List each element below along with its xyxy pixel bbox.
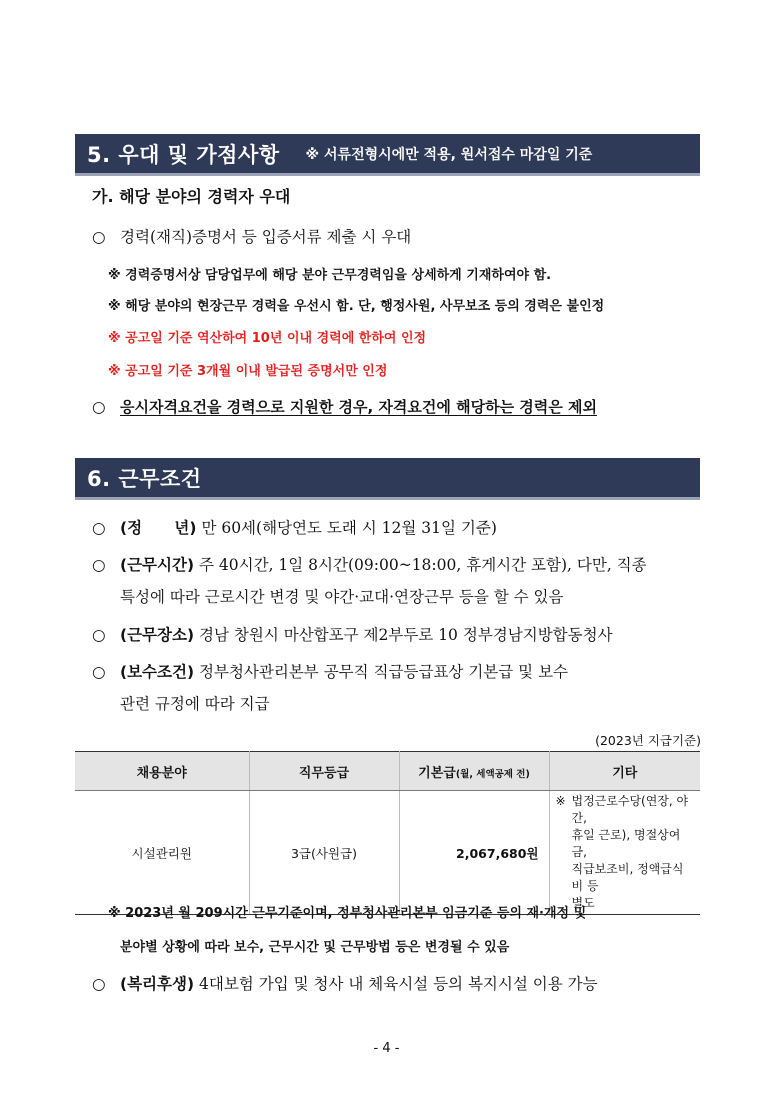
cell-grade: 3급(사원급) [249,791,399,915]
pay-condition-label: (보수조건) [120,663,195,681]
retirement-text: 만 60세(해당연도 도래 시 12월 31일 기준) [201,519,497,537]
note-line-red: ※ 공고일 기준 3개월 이내 발급된 증명서만 인정 [108,364,388,379]
pay-condition-item [92,660,703,682]
work-hours-label: (근무시간) [120,556,195,574]
cell-salary: 2,067,680원 [399,791,549,915]
retirement-item [92,516,703,538]
section-6-title: 6. 근무조건 [87,466,202,491]
note-line-red: ※ 공고일 기준 역산하여 10년 이내 경력에 한하여 인정 [108,331,427,346]
work-hours-item [92,553,703,575]
circle-bullet: ○ [92,398,106,416]
circle-bullet: ○ [92,519,106,537]
work-place-label: (근무장소) [120,626,195,644]
pay-note-line-cont: 분야별 상황에 따라 보수, 근무시간 및 근무방법 등은 변경될 수 있음 [120,940,510,955]
header-salary: 기본급(월, 세액공제 전) [399,752,549,791]
circle-bullet: ○ [92,663,106,681]
welfare-label: (복리후생) [120,975,195,993]
section-5-title: 5. 우대 및 가점사항 [87,142,280,167]
circle-bullet: ○ [92,975,106,993]
circle-bullet: ○ [92,228,106,246]
table-header-row [75,752,700,791]
header-field: 채용분야 [75,752,249,791]
pay-note-line: ※ 2023년 월 209시간 근무기준이며, 정부청사관리본부 임금기준 등의 재·개정 및 [108,906,587,921]
section-5-subtitle: 가. 해당 분야의 경력자 우대 [92,187,291,206]
header-etc: 기타 [549,752,700,791]
work-place-item [92,623,703,645]
section-5-header [75,134,700,176]
pay-condition-text: 정부청사관리본부 공무직 직급등급표상 기본급 및 보수 [199,663,569,681]
circle-bullet: ○ [92,626,106,644]
table-row [75,791,700,915]
welfare-item [92,972,703,994]
section-6-header [75,458,700,500]
work-hours-text: 주 40시간, 1일 8시간(09:00~18:00, 휴게시간 포함), 다만, 직종 [199,556,647,574]
work-hours-text-cont: 특성에 따라 근로시간 변경 및 야간·교대·연장근무 등을 할 수 있음 [120,588,564,606]
preference-text: 경력(재직)증명서 등 입증서류 제출 시 우대 [120,228,412,246]
preference-item [92,225,703,247]
work-place-text: 경남 창원시 마산합포구 제2부두로 10 정부경남지방합동청사 [199,626,613,644]
circle-bullet: ○ [92,556,106,574]
header-grade: 직무등급 [249,752,399,791]
exclusion-text: 응시자격요건을 경력으로 지원한 경우, 자격요건에 해당하는 경력은 제외 [120,398,597,416]
etc-line: 휴일 근로), 명절상여금, [571,828,681,859]
salary-table [75,751,700,915]
etc-mark: ※ [555,794,566,808]
table-caption: (2023년 지급기준) [595,733,701,748]
etc-line: 직급보조비, 정액급식비 등 [571,862,684,893]
note-line: ※ 해당 분야의 현장근무 경력을 우선시 함. 단, 행정사원, 사무보조 등의 경력은 불인정 [108,299,605,314]
etc-line: 법정근로수당(연장, 야간, [571,794,689,825]
cell-field: 시설관리원 [75,791,249,915]
pay-condition-text-cont: 관련 규정에 따라 지급 [120,695,270,713]
etc-line: 별도 [571,896,595,910]
exclusion-item [92,396,703,417]
retirement-label: (정 년) [120,519,197,537]
page-number: - 4 - [373,1041,400,1056]
header-salary-note: (월, 세액공제 전) [455,768,530,780]
note-line: ※ 경력증명서상 담당업무에 해당 분야 근무경력임을 상세하게 기재하여야 함. [108,268,552,283]
cell-etc [549,791,700,915]
section-5-note: ※ 서류전형시에만 적용, 원서접수 마감일 기준 [305,146,593,163]
welfare-text: 4대보험 가입 및 청사 내 체육시설 등의 복지시설 이용 가능 [199,975,598,993]
